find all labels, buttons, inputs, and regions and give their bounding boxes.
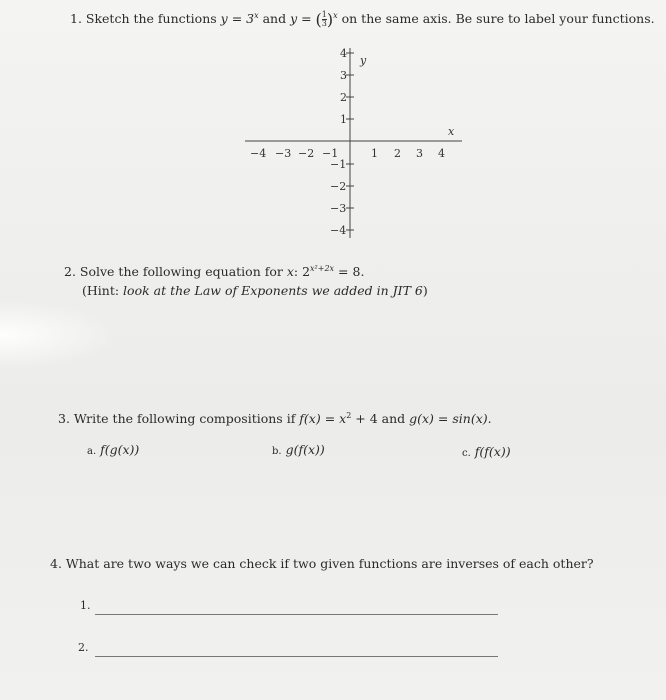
question-2: 2. Solve the following equation for x: $2^{x^2+2x} = 8$.	[64, 264, 365, 280]
y-tick-2: 2	[340, 91, 347, 104]
answer-2-label: 2.	[78, 641, 89, 654]
y-tick-4: 4	[340, 47, 347, 60]
question-3a: a. f(g(x))	[87, 442, 140, 457]
x-tick-2: 2	[394, 147, 401, 160]
y-tick-neg-3: −3	[330, 202, 347, 215]
question-1: 1. Sketch the functions $y = 3^x$ and y = ( $\frac{1}{3}$ )$^x$ on the same axis. Be sure to label your functions.	[70, 10, 655, 29]
x-tick-neg-3: −3	[275, 147, 292, 160]
answer-1-line[interactable]	[95, 614, 498, 615]
question-3b: b. g(f(x))	[272, 442, 325, 457]
y-tick-neg-4: −4	[330, 224, 347, 237]
y-axis-label: y	[360, 54, 367, 67]
question-2-hint: (Hint: look at the Law of Exponents we added in JIT 6)	[82, 283, 428, 298]
x-tick-3: 3	[416, 147, 423, 160]
answer-1-label: 1.	[80, 599, 91, 612]
y-tick-1: 1	[340, 113, 347, 126]
x-tick-neg-4: −4	[250, 147, 267, 160]
y-tick-3: 3	[340, 69, 347, 82]
x-tick-neg-2: −2	[298, 147, 315, 160]
question-3: 3. Write the following compositions if $f(x) = x^2 + 4$ and g(x) = sin(x).	[58, 411, 492, 427]
answer-2-line[interactable]	[95, 656, 498, 657]
question-4: 4. What are two ways we can check if two given functions are inverses of each other?	[50, 556, 594, 571]
y-tick-neg-2: −2	[330, 180, 347, 193]
x-tick-neg-1: −1	[322, 147, 339, 160]
x-axis-label: x	[448, 125, 455, 138]
question-3c: c. f(f(x))	[462, 444, 511, 459]
x-tick-4: 4	[438, 147, 445, 160]
x-tick-1: 1	[371, 147, 378, 160]
y-tick-neg-1: −1	[330, 158, 347, 171]
